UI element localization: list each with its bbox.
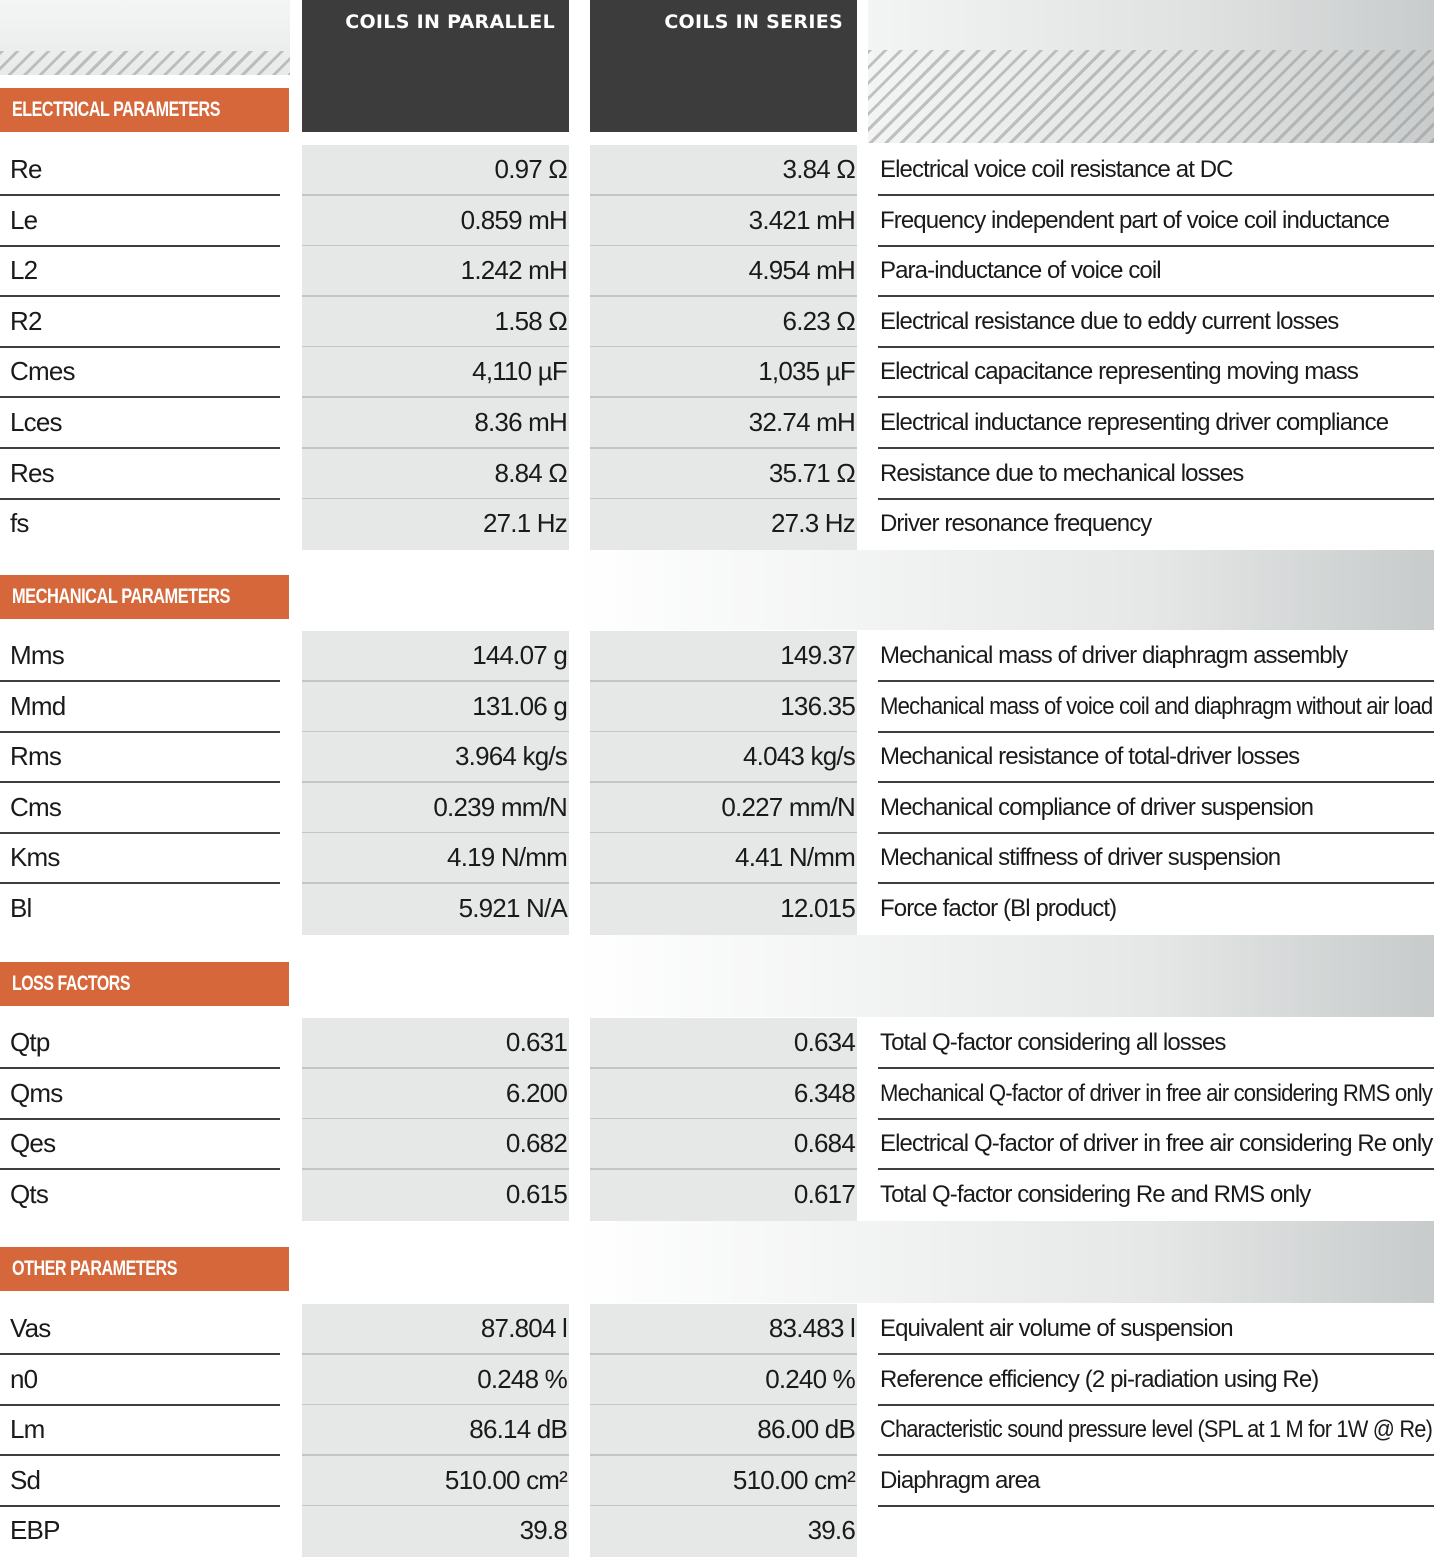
parallel-value: 86.14 dB <box>469 1414 567 1444</box>
parameter-description: Electrical capacitance representing moving mass <box>880 358 1358 385</box>
parameter-description: Reference efficiency (2 pi-radiation using Re) <box>880 1366 1319 1393</box>
series-value: 86.00 dB <box>757 1414 855 1444</box>
parallel-value: 0.239 mm/N <box>433 792 567 822</box>
series-value: 6.348 <box>793 1078 855 1108</box>
table-row <box>0 783 1434 834</box>
section-header: LOSS FACTORS <box>0 962 289 1006</box>
parallel-value: 27.1 Hz <box>482 508 567 538</box>
parameter-description: Frequency independent part of voice coil inductance <box>880 207 1390 234</box>
table-row <box>0 833 1434 884</box>
parameter-name: Bl <box>10 893 32 923</box>
parameter-description: Total Q-factor considering Re and RMS only <box>880 1181 1311 1208</box>
table-row <box>0 1506 1434 1557</box>
column-header-series: COILS IN SERIES <box>590 0 857 132</box>
parameter-name: Qtp <box>10 1027 50 1057</box>
parameter-name: R2 <box>10 306 42 336</box>
parameter-description: Electrical voice coil resistance at DC <box>880 156 1233 183</box>
parallel-value: 0.859 mH <box>460 205 567 235</box>
parallel-value: 0.248 % <box>477 1364 567 1394</box>
parallel-value: 510.00 cm² <box>444 1465 567 1495</box>
parallel-value: 5.921 N/A <box>458 893 567 923</box>
parameter-name: Lces <box>10 407 62 437</box>
section-header: OTHER PARAMETERS <box>0 1247 289 1291</box>
table-row <box>0 1170 1434 1221</box>
table-row <box>0 145 1434 196</box>
parallel-value: 0.682 <box>505 1128 567 1158</box>
parameter-description: Mechanical Q-factor of driver in free air considering RMS only <box>880 1080 1433 1107</box>
parallel-value: 4,110 µF <box>472 356 567 386</box>
parameter-name: Mms <box>10 640 64 670</box>
parameter-description: Equivalent air volume of suspension <box>880 1315 1233 1342</box>
parallel-value: 0.97 Ω <box>494 154 567 184</box>
series-value: 4.043 kg/s <box>743 741 855 771</box>
series-value: 27.3 Hz <box>770 508 855 538</box>
parameter-name: fs <box>10 508 29 538</box>
header-decor-left <box>0 0 290 75</box>
series-value: 149.37 <box>780 640 855 670</box>
table-row <box>0 884 1434 935</box>
series-value: 12.015 <box>780 893 855 923</box>
parameter-description: Driver resonance frequency <box>880 510 1152 537</box>
parameter-description: Electrical Q-factor of driver in free air considering Re only <box>880 1130 1433 1157</box>
table-row <box>0 1405 1434 1456</box>
parameter-description: Electrical inductance representing driver compliance <box>880 409 1389 436</box>
series-value: 1,035 µF <box>758 356 855 386</box>
table-row <box>0 682 1434 733</box>
series-value: 3.421 mH <box>748 205 855 235</box>
table-row <box>0 631 1434 682</box>
parameter-name: Lm <box>10 1414 45 1444</box>
parameter-name: Kms <box>10 842 60 872</box>
parallel-value: 0.615 <box>505 1179 567 1209</box>
table-row <box>0 1355 1434 1406</box>
parameter-name: Mmd <box>10 691 66 721</box>
column-header-parallel: COILS IN PARALLEL <box>302 0 569 132</box>
series-value: 0.684 <box>793 1128 855 1158</box>
parameter-description: Resistance due to mechanical losses <box>880 460 1244 487</box>
series-value: 510.00 cm² <box>732 1465 855 1495</box>
parameter-description: Mechanical stiffness of driver suspension <box>880 844 1281 871</box>
parameter-name: EBP <box>10 1515 60 1545</box>
parameter-description: Mechanical compliance of driver suspension <box>880 794 1314 821</box>
series-value: 0.240 % <box>765 1364 855 1394</box>
parameter-description: Total Q-factor considering all losses <box>880 1029 1226 1056</box>
parallel-value: 4.19 N/mm <box>447 842 567 872</box>
table-row <box>0 246 1434 297</box>
section-header: ELECTRICAL PARAMETERS <box>0 88 289 132</box>
series-value: 32.74 mH <box>748 407 855 437</box>
parallel-value: 6.200 <box>505 1078 567 1108</box>
parameter-description: Mechanical mass of driver diaphragm assembly <box>880 642 1348 669</box>
series-value: 136.35 <box>780 691 855 721</box>
table-row <box>0 297 1434 348</box>
series-value: 6.23 Ω <box>782 306 855 336</box>
parameter-description: Diaphragm area <box>880 1467 1040 1494</box>
hatch-pattern <box>868 50 1434 143</box>
series-value: 0.617 <box>793 1179 855 1209</box>
parallel-value: 131.06 g <box>472 691 567 721</box>
table-row <box>0 1304 1434 1355</box>
parameter-description: Mechanical resistance of total-driver losses <box>880 743 1300 770</box>
section-header: MECHANICAL PARAMETERS <box>0 575 289 619</box>
parameter-name: Sd <box>10 1465 41 1495</box>
parallel-value: 1.58 Ω <box>494 306 567 336</box>
parameter-name: Vas <box>10 1313 51 1343</box>
parameter-description: Mechanical mass of voice coil and diaphragm without air load <box>880 693 1433 720</box>
table-row <box>0 196 1434 247</box>
parameter-description: Electrical resistance due to eddy current losses <box>880 308 1339 335</box>
parameter-description: Para-inductance of voice coil <box>880 257 1161 284</box>
parameter-description: Force factor (Bl product) <box>880 895 1117 922</box>
parameter-name: Qts <box>10 1179 49 1209</box>
series-value: 83.483 l <box>768 1313 855 1343</box>
parameter-description: Characteristic sound pressure level (SPL at 1 M for 1W @ Re) <box>880 1416 1433 1443</box>
table-row <box>0 732 1434 783</box>
parallel-value: 87.804 l <box>480 1313 567 1343</box>
series-value: 35.71 Ω <box>768 458 855 488</box>
header-decor-right <box>868 0 1434 143</box>
series-value: 4.954 mH <box>748 255 855 285</box>
series-value: 39.6 <box>807 1515 855 1545</box>
parallel-value: 8.84 Ω <box>494 458 567 488</box>
parallel-value: 3.964 kg/s <box>455 741 567 771</box>
parameter-name: n0 <box>10 1364 38 1394</box>
parameter-name: Rms <box>10 741 62 771</box>
parallel-value: 0.631 <box>505 1027 567 1057</box>
parameter-name: Le <box>10 205 38 235</box>
parameter-name: Res <box>10 458 54 488</box>
table-row <box>0 499 1434 550</box>
parameter-name: Re <box>10 154 42 184</box>
table-row <box>0 1069 1434 1120</box>
parameter-name: Cmes <box>10 356 75 386</box>
series-value: 0.634 <box>793 1027 855 1057</box>
series-value: 4.41 N/mm <box>735 842 855 872</box>
parameter-name: Qes <box>10 1128 56 1158</box>
series-value: 3.84 Ω <box>782 154 855 184</box>
parallel-value: 1.242 mH <box>460 255 567 285</box>
series-value: 0.227 mm/N <box>721 792 855 822</box>
table-row <box>0 1119 1434 1170</box>
table-row <box>0 449 1434 500</box>
table-row <box>0 1456 1434 1507</box>
parallel-value: 144.07 g <box>472 640 567 670</box>
parallel-value: 8.36 mH <box>474 407 567 437</box>
parameter-name: Cms <box>10 792 62 822</box>
table-row <box>0 1018 1434 1069</box>
table-row <box>0 398 1434 449</box>
table-row <box>0 347 1434 398</box>
parameter-name: L2 <box>10 255 38 285</box>
parallel-value: 39.8 <box>519 1515 567 1545</box>
parameter-name: Qms <box>10 1078 63 1108</box>
hatch-pattern <box>0 51 290 75</box>
